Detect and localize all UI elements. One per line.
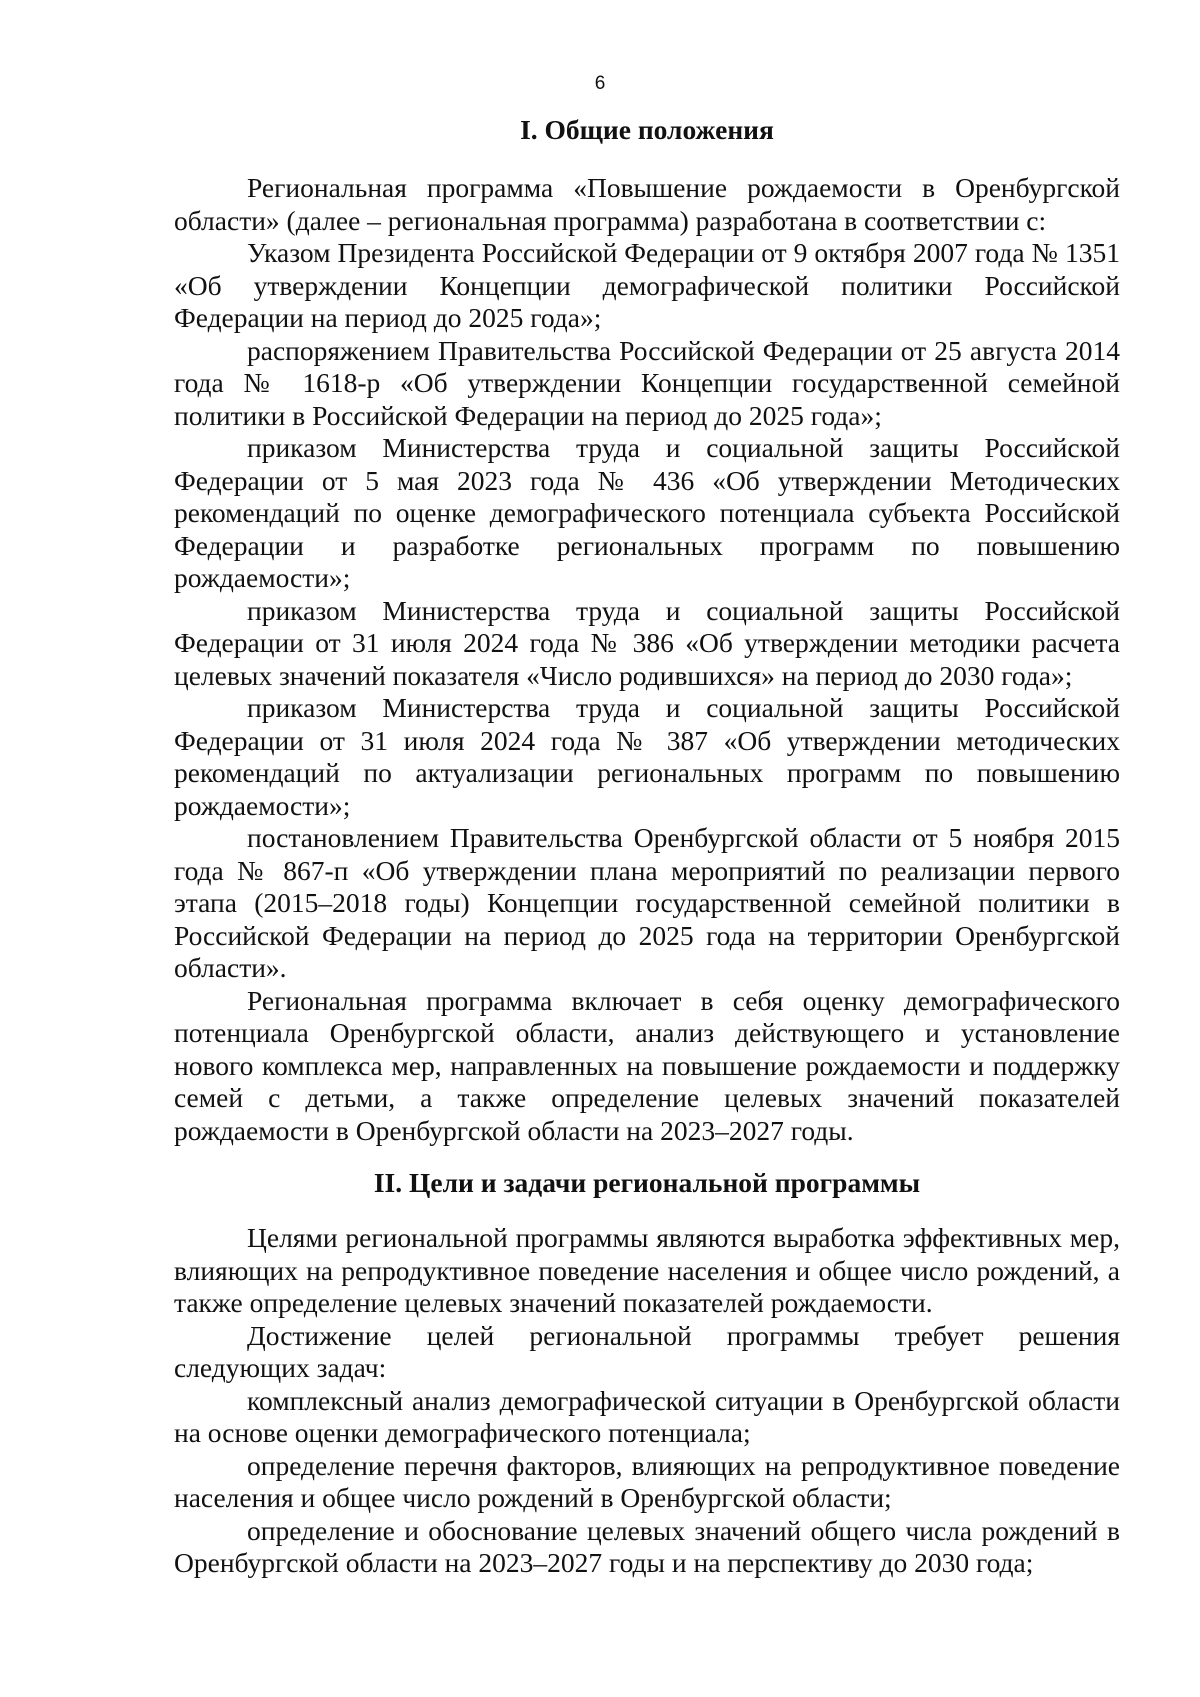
paragraph-task-analysis: комплексный анализ демографической ситуации в Оренбургской области на основе оценки демографического потенциала;	[174, 1384, 1120, 1448]
page-number: 6	[594, 73, 606, 94]
paragraph-program-goals: Целями региональной программы являются выработка эффективных мер, влияющих на репродуктивное поведение населения и общее число рождений, а также определение целевых значений показателей рождаемости.	[174, 1222, 1120, 1318]
paragraph-presidential-decree: Указом Президента Российской Федерации от 9 октября 2007 года № 1351 «Об утверждении Концепции демографической политики Российской Федерации на период до 2025 года»;	[174, 237, 1120, 333]
paragraph-government-order: распоряжением Правительства Российской Федерации от 25 августа 2014 года № 1618-р «Об утверждении Концепции государственной семейной политики в Российской Федерации на период до 2025 года»;	[174, 334, 1120, 431]
paragraph-regional-resolution: постановлением Правительства Оренбургской области от 5 ноября 2015 года № 867-п «Об утверждении плана мероприятий по реализации первого этапа (2015–2018 годы) Концепции государственной семейной политики в Российской Федерации на период до 2025 года на территории Оренбургской области».	[174, 822, 1120, 983]
document-body	[174, 113, 1120, 1580]
paragraph-task-targets: определение и обоснование целевых значений общего числа рождений в Оренбургской области на 2023–2027 годы и на перспективу до 2030 года;	[174, 1514, 1120, 1578]
paragraph-program-scope: Региональная программа включает в себя оценку демографического потенциала Оренбургской области, анализ действующего и установление нового комплекса мер, направленных на повышение рождаемости и поддержку семей с детьми, а также определение целевых значений показателей рождаемости в Оренбургской области на 2023–2027 годы.	[174, 984, 1120, 1146]
section-1-heading: I. Общие положения	[520, 114, 774, 145]
paragraph-ministry-order-436: приказом Министерства труда и социальной защиты Российской Федерации от 5 мая 2023 года № 436 «Об утверждении Методических рекомендаций по оценке демографического потенциала субъекта Российской Федерации и разработке региональных программ по повышению рождаемости»;	[174, 432, 1120, 593]
paragraph-intro: Региональная программа «Повышение рождаемости в Оренбургской области» (далее – региональная программа) разработана в соответствии с:	[174, 172, 1120, 236]
paragraph-tasks-intro: Достижение целей региональной программы требует решения следующих задач:	[174, 1319, 1120, 1383]
section-2-heading: II. Цели и задачи региональной программы	[373, 1167, 921, 1198]
paragraph-ministry-order-387: приказом Министерства труда и социальной защиты Российской Федерации от 31 июля 2024 года № 387 «Об утверждении методических рекомендаций по актуализации региональных программ по повышению рождаемости»;	[174, 692, 1120, 821]
paragraph-task-factors: определение перечня факторов, влияющих на репродуктивное поведение населения и общее число рождений в Оренбургской области;	[174, 1449, 1120, 1513]
paragraph-ministry-order-386: приказом Министерства труда и социальной защиты Российской Федерации от 31 июля 2024 года № 386 «Об утверждении методики расчета целевых значений показателя «Число родившихся» на период до 2030 года»;	[174, 594, 1120, 691]
